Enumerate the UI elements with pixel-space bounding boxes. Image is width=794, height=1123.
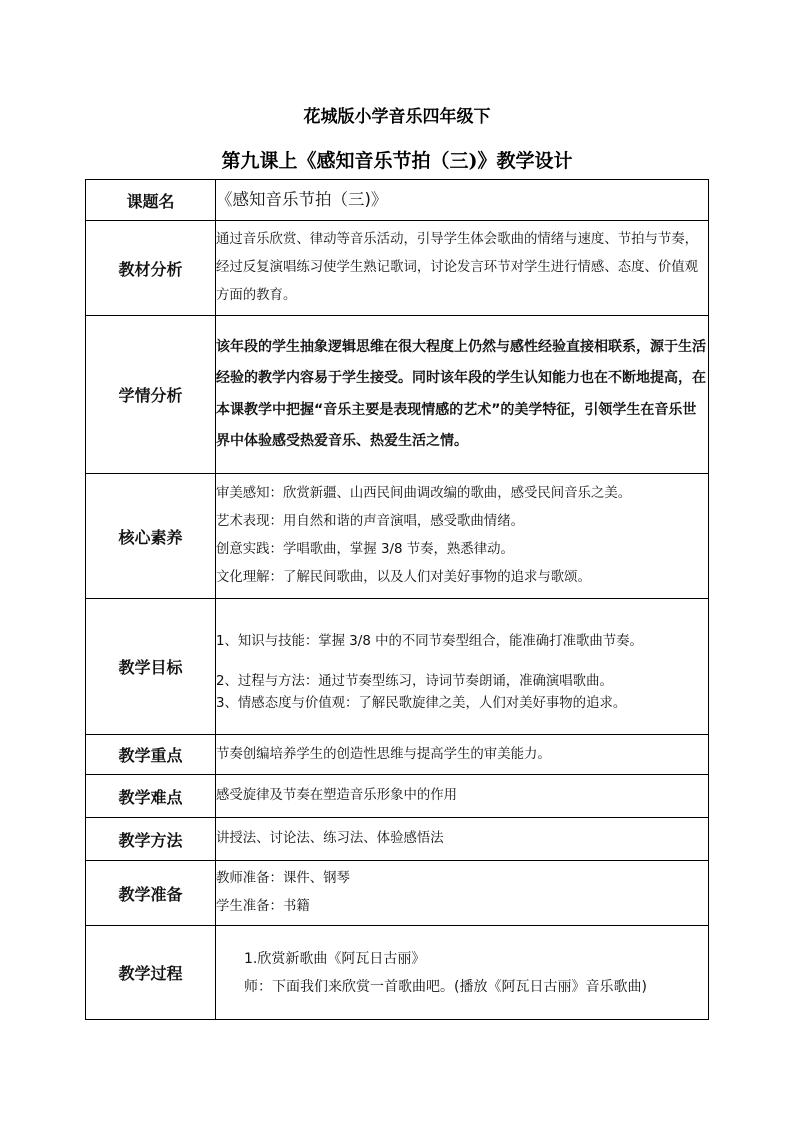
- list-item: 学生准备：书籍: [216, 899, 310, 914]
- key-points-text: 节奏创编培养学生的创造性思维与提高学生的审美能力。: [216, 735, 709, 775]
- row-label-material-analysis: 教材分析: [86, 221, 216, 316]
- table-row: [86, 316, 709, 474]
- row-label-key-points: 教学重点: [86, 735, 216, 775]
- difficulties-text: 感受旋律及节奏在塑造音乐形象中的作用: [216, 775, 709, 818]
- list-item: 1.欣赏新歌曲《阿瓦日古丽》: [244, 950, 426, 967]
- lesson-plan-table: [85, 179, 709, 1020]
- list-item: 文化理解：了解民间歌曲，以及人们对美好事物的追求与歌颂。: [216, 570, 591, 585]
- preparation-list: [216, 861, 709, 926]
- topic-value: 《感知音乐节拍（三)》: [216, 180, 709, 221]
- list-item: 师：下面我们来欣赏一首歌曲吧。(播放《阿瓦日古丽》音乐歌曲): [244, 978, 647, 995]
- list-item: 2、过程与方法：通过节奏型练习，诗词节奏朗诵，准确演唱歌曲。: [216, 674, 613, 689]
- row-label-preparation: 教学准备: [86, 861, 216, 926]
- table-row: [86, 180, 709, 221]
- row-label-difficulties: 教学难点: [86, 775, 216, 818]
- lesson-title: 第九课上《感知音乐节拍（三)》教学设计: [221, 150, 573, 172]
- material-analysis-text: 通过音乐欣赏、律动等音乐活动，引导学生体会歌曲的情绪与速度、节拍与节奏，经过反复演唱练习使学生熟记歌词，讨论发言环节对学生进行情感、态度、价值观方面的教育。: [216, 221, 709, 316]
- table-row: [86, 861, 709, 926]
- table-row: [86, 818, 709, 861]
- table-row: [86, 599, 709, 735]
- row-label-topic: 课题名: [86, 180, 216, 221]
- row-label-objectives: 教学目标: [86, 599, 216, 735]
- table-row: [86, 926, 709, 1020]
- process-list: [216, 926, 709, 1020]
- row-label-process: 教学过程: [86, 926, 216, 1020]
- table-row: [86, 474, 709, 599]
- table-row: [86, 775, 709, 818]
- methods-text: 讲授法、讨论法、练习法、体验感悟法: [216, 818, 709, 861]
- list-item: 创意实践：学唱歌曲，掌握 3/8 节奏，熟悉律动。: [216, 542, 514, 557]
- core-literacy-list: [216, 474, 709, 599]
- row-label-student-analysis: 学情分析: [86, 316, 216, 474]
- list-item: 审美感知：欣赏新疆、山西民间曲调改编的歌曲，感受民间音乐之美。: [216, 486, 632, 501]
- list-item: 教师准备：课件、钢琴: [216, 871, 350, 886]
- list-item: 艺术表现：用自然和谐的声音演唱，感受歌曲情绪。: [216, 514, 524, 529]
- list-item: 1、知识与技能：掌握 3/8 中的不同节奏型组合，能准确打准歌曲节奏。: [216, 634, 643, 649]
- table-row: [86, 221, 709, 316]
- document-title: 花城版小学音乐四年级下: [303, 107, 491, 127]
- row-label-core-literacy: 核心素养: [86, 474, 216, 599]
- row-label-methods: 教学方法: [86, 818, 216, 861]
- list-item: 3、情感态度与价值观：了解民歌旋律之美，人们对美好事物的追求。: [216, 696, 627, 711]
- objectives-list: [216, 599, 709, 735]
- student-analysis-text: 该年段的学生抽象逻辑思维在很大程度上仍然与感性经验直接相联系，源于生活经验的教学内容易于学生接受。同时该年段的学生认知能力也在不断地提高，在本课教学中把握“音乐主要是表现情感的艺术”的美学特征，引领学生在音乐世界中体验感受热爱音乐、热爱生活之情。: [216, 316, 709, 474]
- table-row: [86, 735, 709, 775]
